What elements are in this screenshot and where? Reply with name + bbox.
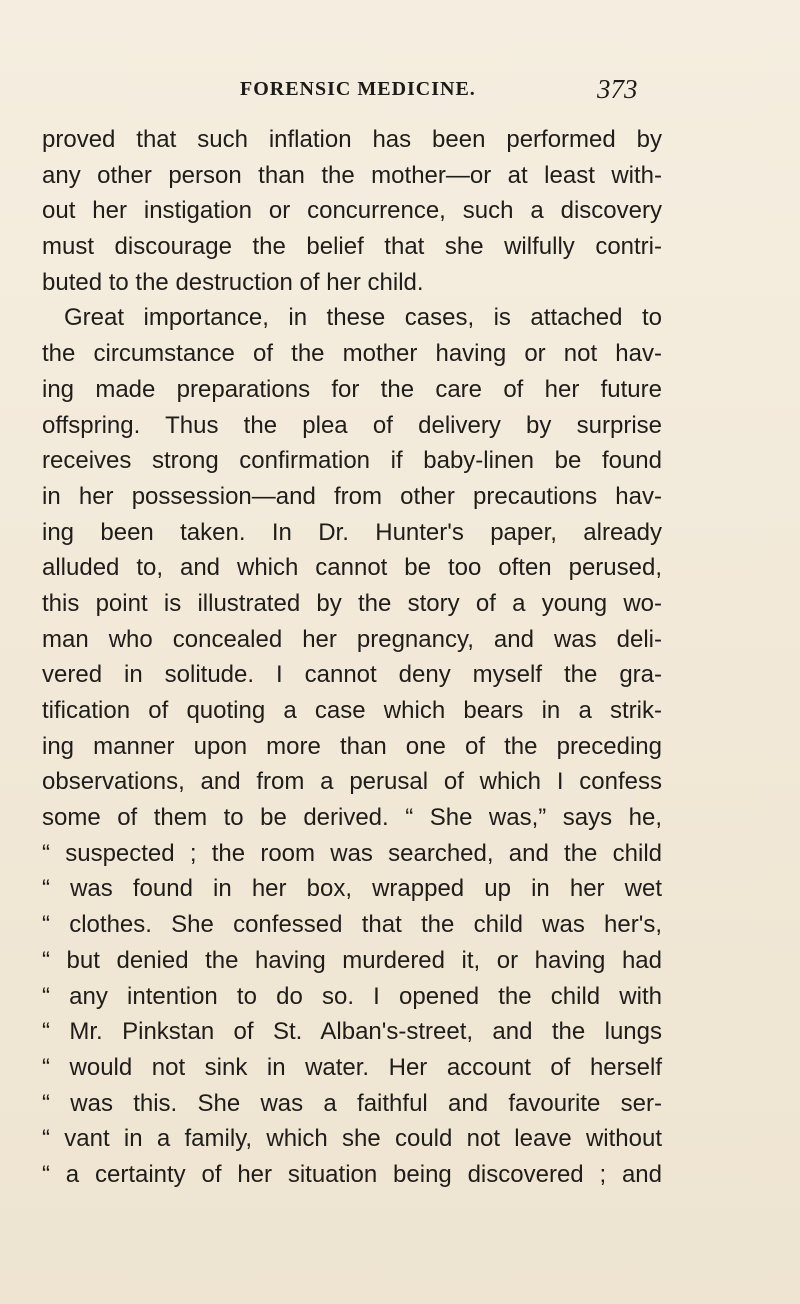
text-line: “ clothes. She confessed that the child was her's, <box>42 911 662 939</box>
text-line: vered in solitude. I cannot deny myself the gra- <box>42 661 662 689</box>
text-line: “ would not sink in water. Her account of herself <box>42 1053 662 1081</box>
text-line: ing been taken. In Dr. Hunter's paper, already <box>42 518 662 546</box>
text-line: “ any intention to do so. I opened the child with <box>42 982 662 1010</box>
text-line: ing manner upon more than one of the preceding <box>42 732 662 760</box>
text-line: “ suspected ; the room was searched, and the child <box>42 839 662 867</box>
text-line: “ was this. She was a faithful and favourite ser- <box>42 1089 662 1117</box>
text-line: man who concealed her pregnancy, and was deli- <box>42 625 662 653</box>
body-text <box>42 122 662 1193</box>
text-line: buted to the destruction of her child. <box>42 268 424 296</box>
text-line: “ a certainty of her situation being discovered ; and <box>42 1160 662 1188</box>
text-line: in her possession—and from other precautions hav- <box>42 482 662 510</box>
text-line: “ Mr. Pinkstan of St. Alban's-street, and the lungs <box>42 1018 662 1046</box>
text-line: this point is illustrated by the story of a young wo- <box>42 589 662 617</box>
text-line: tification of quoting a case which bears in a strik- <box>42 697 662 724</box>
text-line: some of them to be derived. “ She was,” says he, <box>42 804 662 832</box>
text-line: must discourage the belief that she wilfully contri- <box>42 233 662 261</box>
text-line: “ vant in a family, which she could not leave without <box>42 1125 662 1153</box>
page-header <box>0 74 800 108</box>
text-line: “ was found in her box, wrapped up in her wet <box>42 875 662 903</box>
running-title: FORENSIC MEDICINE. <box>240 78 476 100</box>
text-line: out her instigation or concurrence, such a discovery <box>42 197 662 225</box>
text-line: the circumstance of the mother having or not hav- <box>42 340 662 368</box>
text-line: proved that such inflation has been performed by <box>42 126 662 153</box>
text-line: any other person than the mother—or at least with- <box>42 161 662 189</box>
text-line: offspring. Thus the plea of delivery by surprise <box>42 411 662 439</box>
text-line: observations, and from a perusal of which I confess <box>42 768 662 796</box>
text-line: Great importance, in these cases, is attached to <box>64 304 662 332</box>
text-line: receives strong confirmation if baby-linen be found <box>42 447 662 475</box>
text-line: alluded to, and which cannot be too often perused, <box>42 554 662 582</box>
text-line: “ but denied the having murdered it, or having had <box>42 946 662 974</box>
page-number: 373 <box>597 74 638 104</box>
text-line: ing made preparations for the care of her future <box>42 375 662 403</box>
